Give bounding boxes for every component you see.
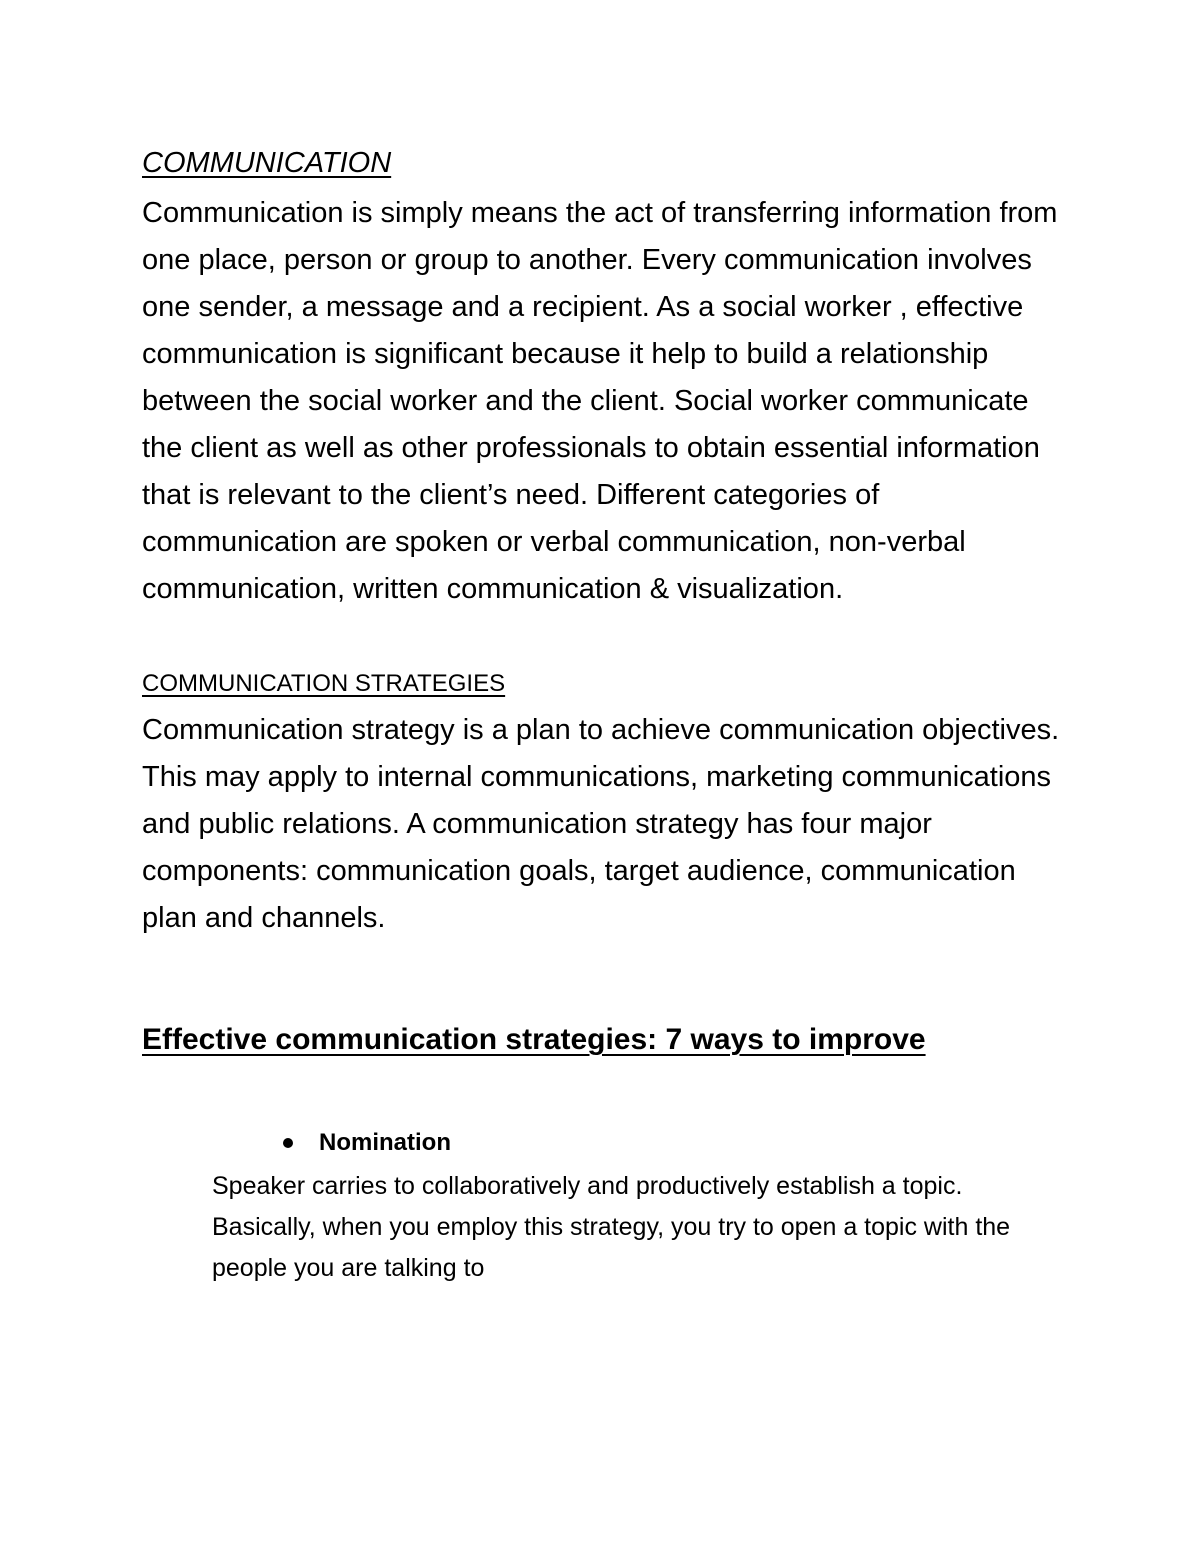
paragraph-communication: Communication is simply means the act of transferring information from one place, person or group to another. Every communication involves one sender, a message and a recipient. As a social worker , effective communication is significant because it help to build a relationship between the social worker and the client. Social worker communicate the client as well as other professionals to obtain essential information that is relevant to the client’s need. Different categories of communication are spoken or verbal communication, non-verbal communication, written communication & visualization. — [142, 197, 1058, 605]
heading-communication: COMMUNICATION — [142, 147, 392, 179]
paragraph-communication-strategies: Communication strategy is a plan to achieve communication objectives. This may apply to internal communications, marketing communications and public relations. A communication strategy has four major components: communication goals, target audience, communication plan and channels. — [142, 714, 1060, 934]
heading-communication-strategies: COMMUNICATION STRATEGIES — [142, 670, 506, 697]
bullet-label: Nomination — [319, 1129, 451, 1156]
bullet-item-nomination — [283, 1124, 1072, 1162]
bullet-icon — [283, 1138, 293, 1148]
heading-effective-strategies: Effective communication strategies: 7 ways to improve — [142, 1023, 926, 1056]
document-content — [142, 140, 1072, 1289]
bullet-description: Speaker carries to collaboratively and productively establish a topic. Basically, when you employ this strategy, you try to open a topic with the people you are talking to — [212, 1172, 1011, 1282]
